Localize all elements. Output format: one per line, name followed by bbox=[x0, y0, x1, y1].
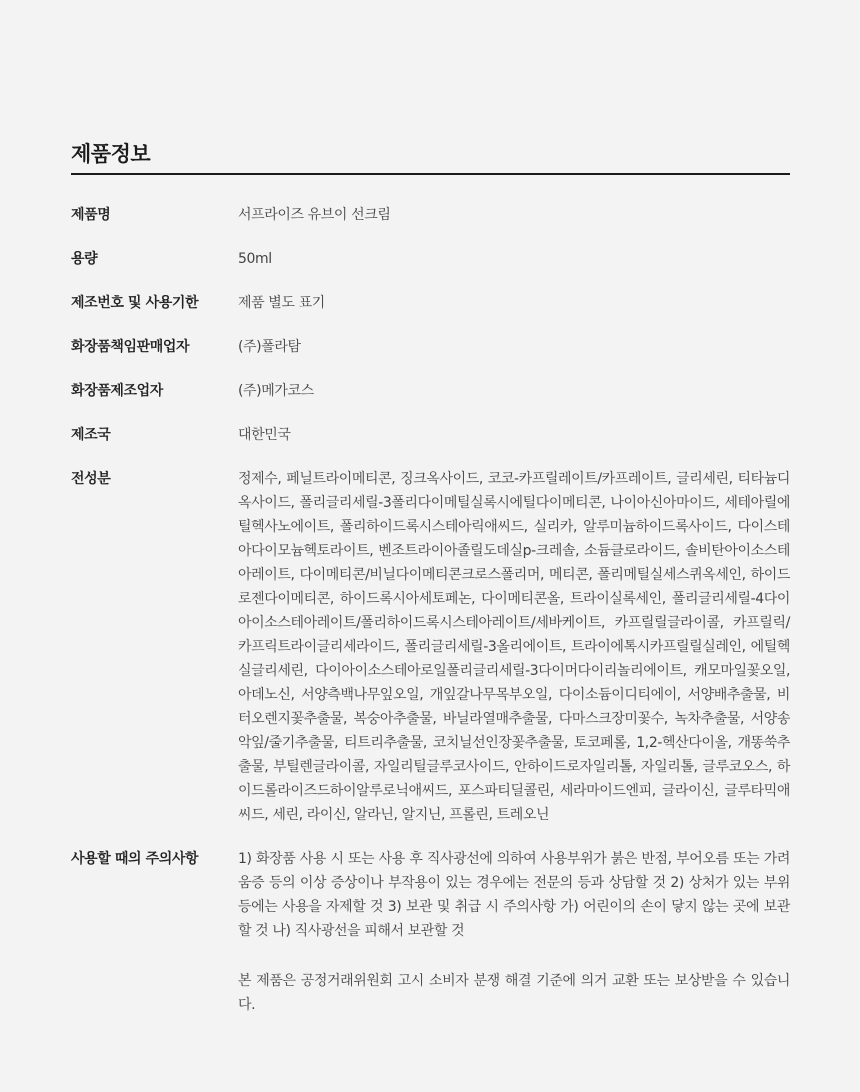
info-row-volume bbox=[71, 247, 790, 291]
row-value: 서프라이즈 유브이 선크림 bbox=[238, 207, 391, 223]
row-value: 대한민국 bbox=[238, 427, 291, 443]
row-label: 화장품제조업자 bbox=[71, 383, 163, 399]
row-label: 화장품책임판매업자 bbox=[71, 339, 190, 355]
row-label: 제조국 bbox=[71, 427, 111, 443]
row-value: 50ml bbox=[238, 251, 272, 267]
info-row-product-name bbox=[71, 203, 790, 247]
row-label: 전성분 bbox=[71, 471, 111, 487]
row-label: 용량 bbox=[71, 251, 98, 267]
info-row-country bbox=[71, 423, 790, 467]
info-row-distributor bbox=[71, 335, 790, 379]
precautions-text bbox=[238, 847, 790, 1017]
row-label: 제조번호 및 사용기한 bbox=[71, 295, 199, 311]
info-row-lot-expiry bbox=[71, 291, 790, 335]
ingredients-text: 정제수, 페닐트라이메티콘, 징크옥사이드, 코코-카프릴레이트/카프레이트, 글리세린, 티타늄디옥사이드, 폴리글리세릴-3폴리다이메틸실록시에틸다이메티콘, 나이아신아마이드, 세테아릴에틸헥사노에이트, 폴리하이드록시스테아릭애씨드, 실리카, 알루미늄하이드록사이드, 다이스테아다이모늄헥토라이트, 벤조트라이아졸릴도데실p-크레솔, 소듐클로라이드, 솔비탄아이소스테아레이트, 다이메티콘/비닐다이메티콘크로스폴리머, 메티콘, 폴리메틸실세스퀴옥세인, 하이드로젠다이메티콘, 하이드록시아세토페논, 다이메티콘올, 트라이실록세인, 폴리글리세릴-4다이아이소스테아레이트/폴리하이드록시스테아레이트/세바케이트, 카프릴릴글라이콜, 카프릴릭/카프릭트라이글리세라이드, 폴리글리세릴-3올리에이트, 트라이에톡시카프릴릴실레인, 에틸헥실글리세린, 다이아이소스테아로일폴리글리세릴-3다이머다이리놀리에이트, 캐모마일꽃오일, 아데노신, 서양측백나무잎오일, 개잎갈나무목부오일, 다이소듐이디티에이, 서양배추출물, 비터오렌지꽃추출물, 복숭아추출물, 바닐라열매추출물, 다마스크장미꽃수, 녹차추출물, 서양송악잎/줄기추출물, 티트리추출물, 코치닐선인장꽃추출물, 토코페롤, 1,2-헥산다이올, 개똥쑥추출물, 부틸렌글라이콜, 자일리틸글루코사이드, 안하이드로자일리톨, 자일리톨, 글루코오스, 하이드롤라이즈드하이알루로닉애씨드, 포스파티딜콜린, 세라마이드엔피, 글라이신, 글루타믹애씨드, 세린, 라이신, 알라닌, 알지닌, 프롤린, 트레오닌 bbox=[238, 471, 790, 823]
row-value: (주)메가코스 bbox=[238, 383, 314, 399]
row-label: 제품명 bbox=[71, 207, 111, 223]
exchange-policy-paragraph: 본 제품은 공정거래위원회 고시 소비자 분쟁 해결 기준에 의거 교환 또는 보상받을 수 있습니다. bbox=[238, 973, 790, 1013]
title-divider bbox=[71, 173, 790, 175]
info-row-manufacturer bbox=[71, 379, 790, 423]
info-row-precautions bbox=[71, 847, 790, 1017]
row-value: (주)폴라탐 bbox=[238, 339, 301, 355]
precautions-paragraph: 1) 화장품 사용 시 또는 사용 후 직사광선에 의하여 사용부위가 붉은 반점, 부어오름 또는 가려움증 등의 이상 증상이나 부작용이 있는 경우에는 전문의 등과 상담할 것 2) 상처가 있는 부위 등에는 사용을 자제할 것 3) 보관 및 취급 시 주의사항 가) 어린이의 손이 닿지 않는 곳에 보관할 것 나) 직사광선을 피해서 보관할 것 bbox=[238, 851, 790, 939]
row-label: 사용할 때의 주의사항 bbox=[71, 851, 199, 867]
section-title: 제품정보 bbox=[71, 142, 151, 166]
row-value: 제품 별도 표기 bbox=[238, 295, 325, 311]
product-info-table bbox=[71, 203, 790, 1017]
info-row-ingredients bbox=[71, 467, 790, 827]
